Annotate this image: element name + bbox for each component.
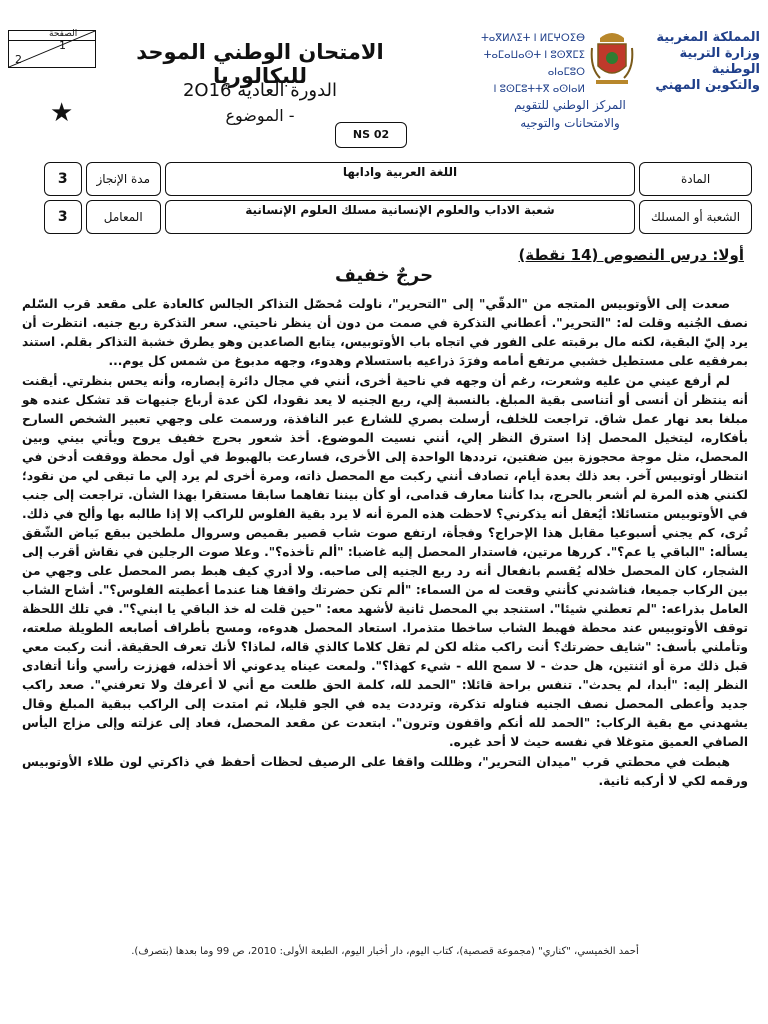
story-text [22,295,748,792]
exam-session: الدورة العادية 2O16 [182,80,338,101]
page-current: 1 [59,39,66,52]
exam-code: NS 02 [335,122,407,148]
subject-value: اللغة العربية وادابها [165,162,635,196]
evaluation-center [470,96,670,132]
section-title: أولا: درس النصوص (14 نقطة) [518,246,744,264]
paragraph: لم أرفع عيني من عليه وشعرت، رغم أن وجهه في ناحية أخرى، أنني في مجال دائرة إبصاره، وأنه يحس بنظرتي. أيقنت أنه ينتظر أن أنسى أو أتناسى بقية المبلغ. بالنسبة إلي، ربع الجنيه لا يعد نقودا، لكن عدة أرباع جنيهات قد تشكل عنده هو مبلغا بعد نهار عمل شاق. تراجعت للخلف، أرسلت بصري للشارع عبر النافذة، ورسمت على وجهي تعبير الشخص السارح بأفكاره، ليتخيل المحصل إذا استرق النظر إلي، أنني نسيت الموضوع. أخذ شعور بحرج خفيف يروح ويأتي بيني وبين المحصل، مثل موجة محجوزة بين ضفتين، ترددها الواحدة إلى الأخرى، فسارعت بالهبوط في أول محطة ووقفت أدخن في انتظار أوتوبيس آخر. بعد ذلك بعدة أيام، تصادف أنني ركبت مع المحصل ذاته، ومرة أخرى لم يرد إلي ما تبقى لي من نقود؛ لكنني هذه المرة لم أشعر بالحرج، بدا كأننا معارف قدامى، أو كأن بيننا تفاهما سابقا مستقرا بهذا الشأن. تراجعت إلى جنب في الأوتوبيس متسائلا: أيُعقل أنه يذكرني؟ لاحظت هذه المرة أنه لا يرد بقية الفلوس للراكب إلا إذا طالبه بها وألح في ذلك. تُرى، كم يجني أسبوعيا مقابل هذا الإحراج؟ وفجأة، ارتفع صوت شاب قصير بقميص وسروال ملطخين ببقع بَياض الشّقق يسأله: "الباقي يا عم؟". كررها مرتين، فاستدار المحصل إليه غاضبا: "ألم تأخذه؟". وعلا صوت الرجلين في نقاش أقرب إلى الشجار، كان المحصل خلاله يُقسم بانفعال أنه رد ربع الجنيه إلى صاحبه. ولا أدري كيف هبط بصر المحصل على وجهي من بين الركاب جميعا، فناشدني كأنني وقعت له من السماء: "ألم تكن حضرتك واقفا هنا عندما أعطيته الفلوس؟". أشاح الشاب العامل بذراعه: "لم تعطني شيئا". استنجد بي المحصل ثانية لأشهد معه: "حين قلت له خذ الباقي يا ابني؟". في تلك اللحظة توقف الأوتوبيس عند محطة فهبط الشاب ساخطا متذمرا. استعاد المحصل هدوءه، ومسح بأطراف أصابعه الطويلة صلعته، وتأملني بأسف: "شايف حضرتك؟ أنت راكب مثله لكن لم تقل كلاما كالذي قاله، لماذا؟ لأنك تعرف الحقيقة. أنت ركبت معي قبل ذلك مرة أو اثنتين، هل حدث - لا سمح الله - شيء كهذا؟". ولمعت عيناه يدعوني ألا أخذله، فهززت رأسي وأنا أتفادى النظر إليه: "أبدا، لم يحدث". تنفس براحة قائلا: "الحمد لله، كلمة الحق طلعت مع أني لا أعرفك ولا تعرفني". صعد راكب جديد وأعطى المحصل نصف الجنيه فناوله تذكرة، وترددت يده في الجو قليلا، ثم امتدت إلى الراكب ببقية المبلغ وقال يشهدني مع بقية الركاب: "الحمد لله أنكم واقفون وترون". ابتعدت عن مقعد المحصل، فعاد إلى عزلته وإلى مزاج اليأس الصافي العميق متوغلا في نفسه حيث لا أحد غيره. [22,374,748,749]
exam-title: الامتحان الوطني الموحد للبكالوريا [136,40,384,88]
tifinagh-line: ⵜⴰⵎⴰⵡⴰⵙⵜ ⵏ ⵓⵙⴳⵎⵉ ⴰⵏⴰⵎⵓⵔ [483,50,585,78]
subject-label: المادة [639,162,752,196]
exam-subject-word: - الموضوع [225,106,295,125]
ministry-line: المملكة المغربية [656,30,760,45]
info-row [44,200,752,234]
paragraph: هبطت في محطتي قرب "ميدان التحرير"، وظللت واقفا على الرصيف لحظات أحفظ في ذاكرتي لون طلاء الأوتوبيس ورقمه لكي لا أركبه ثانية. [22,755,748,788]
ministry-name [630,30,760,94]
stream-value: شعبة الاداب والعلوم الإنسانية مسلك العلوم الإنسانية [165,200,635,234]
coefficient-value: 3 [44,200,82,234]
center-line: المركز الوطني للتقويم [514,98,626,112]
page-number-box [8,30,96,68]
exam-info-table [40,158,756,238]
tifinagh-header [445,30,585,98]
center-line: والامتحانات والتوجيه [520,116,620,130]
coefficient-label: المعامل [86,200,161,234]
tifinagh-line: ⵏ ⵓⵙⵎⵓⵜⵜⴳ ⴰⵙⵏⴰⵍ [493,84,585,95]
coat-of-arms-icon [590,28,634,88]
stream-label: الشعبة أو المسلك [639,200,752,234]
citation: أحمد الخميسي، "كناري" (مجموعة قصصية)، كتاب اليوم، دار أخبار اليوم، الطبعة الأولى: 2010، ص 99 وما بعدها (بتصرف). [131,946,639,957]
story-title: حرجٌ خفيف [334,265,434,286]
duration-value: 3 [44,162,82,196]
star-icon: ★ [50,98,74,128]
tifinagh-line: ⵜⴰⴳⵍⴷⵉⵜ ⵏ ⵍⵎⵖⵔⵉⴱ [481,33,585,44]
page-total: 2 [15,53,22,66]
duration-label: مدة الإنجاز [86,162,161,196]
ministry-line: وزارة التربية الوطنية [679,46,760,77]
ministry-line: والتكوين المهني [655,78,760,93]
page-label: الصفحة [49,29,78,39]
paragraph: صعدت إلى الأوتوبيس المتجه من "الدقّي" إلى "التحرير"، ناولت مُحصّل التذاكر الجالس كالعادة على مقعد قرب السّلم نصف الجُنيه وقلت له: "التحرير". أعطاني التذكرة في صمت من دون أن ينظر ناحيتي. سعر التذكرة ربع جنيه. انتظرت أن يرد إليّ البقية، لكنه مال برقبته على الفور في اتجاه باب الأوتوبيس، يتابع الصاعدين وهو يطرق خشبة التذاكر بقلم. استند بمرفقيه على مستطيل خشبي مرتفع أمامه وفرَدَ ذراعيه باستسلام وهدوء، وجهه مدبوغ من شمس كل يوم... [22,297,748,368]
info-row [44,162,752,196]
